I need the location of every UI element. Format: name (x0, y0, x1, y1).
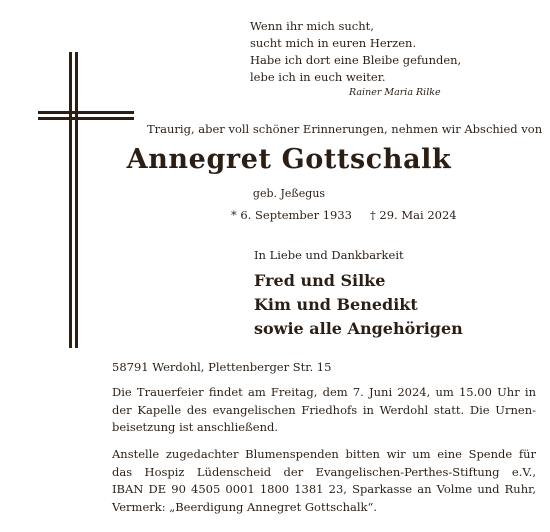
funeral-line: Die Trauerfeier findet am Freitag, dem 7. Juni 2024, um 15.00 Uhr in (112, 385, 536, 399)
mourner-line: sowie alle Angehörigen (254, 319, 463, 338)
funeral-paragraph (112, 384, 536, 437)
mourner-line: Kim und Benedikt (254, 295, 418, 314)
mourner-line: Fred und Silke (254, 271, 386, 290)
address: 58791 Werdohl, Plettenberger Str. 15 (112, 360, 332, 374)
poem-line: Wenn ihr mich sucht, (250, 19, 374, 33)
donation-line: das Hospiz Lüdenscheid der Evangelischen-Perthes-Stiftung e.V., (112, 464, 536, 479)
intro-text: Traurig, aber voll schöner Erinnerungen, nehmen wir Abschied von (147, 122, 543, 136)
funeral-line: beisetzung ist anschließend. (112, 420, 279, 434)
cross-icon (38, 52, 134, 348)
donation-line: IBAN DE 90 4505 0001 1800 1381 23, Sparkasse an Volme und Ruhr, (112, 482, 536, 496)
donation-line: Vermerk: „Beerdigung Annegret Gottschalk“. (112, 499, 378, 514)
poem-line: Habe ich dort eine Bleibe gefunden, (250, 53, 462, 67)
poem-line: sucht mich in euren Herzen. (250, 36, 417, 50)
poem-line: lebe ich in euch weiter. (250, 70, 386, 84)
funeral-line: der Kapelle des evangelischen Friedhofs in Werdohl statt. Die Urnen- (112, 402, 536, 417)
deceased-name: Annegret Gottschalk (126, 144, 452, 175)
donation-paragraph (112, 446, 536, 516)
poem (250, 18, 470, 86)
mourners-intro: In Liebe und Dankbarkeit (254, 248, 404, 262)
poem-author: Rainer Maria Rilke (349, 87, 441, 98)
donation-line: Anstelle zugedachter Blumenspenden bitten wir um eine Spende für (112, 447, 536, 461)
maiden-name: geb. Jeßegus (252, 187, 326, 200)
death-date: † 29. Mai 2024 (370, 208, 457, 222)
birth-date: * 6. September 1933 (231, 208, 352, 222)
